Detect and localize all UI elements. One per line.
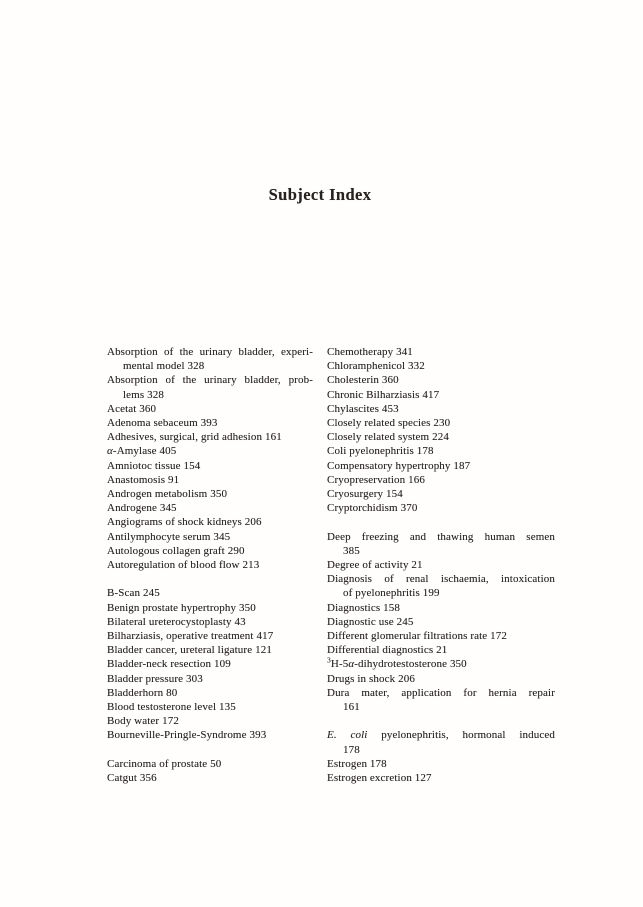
index-entry (107, 530, 313, 544)
index-entry-line: Androgen metabolism 350 (107, 488, 228, 501)
index-entry (327, 402, 555, 416)
index-entry-line: Benign prostate hypertrophy 350 (107, 601, 256, 614)
index-entry (327, 459, 555, 473)
index-entry-line: Diagnosis of renal ischaemia, intoxication (327, 573, 555, 586)
index-entry-line: Bladder pressure 303 (107, 672, 203, 685)
index-entry-line: Carcinoma of prostate 50 (107, 757, 222, 770)
index-entry (107, 757, 313, 771)
index-entry (107, 501, 313, 515)
index-entry (327, 416, 555, 430)
index-entry (327, 601, 555, 615)
index-entry-line: Cholesterin 360 (327, 374, 399, 387)
index-entry (327, 771, 555, 785)
index-entry (327, 757, 555, 771)
index-entry-line: Adhesives, surgical, grid adhesion 161 (107, 431, 282, 444)
index-entry-line: Estrogen 178 (327, 757, 387, 770)
index-entry-line: Bilharziasis, operative treatment 417 (107, 630, 274, 643)
index-entry (107, 771, 313, 785)
index-entry (107, 643, 313, 657)
index-entry (107, 728, 313, 742)
index-entry (327, 373, 555, 387)
index-entry-line: Dura mater, application for hernia repair (327, 686, 555, 699)
index-entry (107, 345, 313, 373)
index-entry-line: E. coli pyelonephritis, hormonal induced (327, 729, 555, 742)
index-entry-line: Diagnostics 158 (327, 601, 400, 614)
index-entry-line: 178 (343, 743, 360, 756)
index-entry (107, 459, 313, 473)
index-entry (107, 487, 313, 501)
index-entry-line: Androgene 345 (107, 502, 177, 515)
index-entry (107, 515, 313, 529)
index-entry (107, 657, 313, 671)
index-entry (327, 558, 555, 572)
index-entry-line: mental model 328 (123, 360, 205, 373)
index-entry-line: Absorption of the urinary bladder, prob- (107, 374, 313, 387)
index-entry (107, 558, 313, 572)
index-entry-line: Bladder-neck resection 109 (107, 658, 231, 671)
index-entry (327, 430, 555, 444)
index-entry (107, 629, 313, 643)
index-entry-line: Angiograms of shock kidneys 206 (107, 516, 262, 529)
index-entry-line: Catgut 356 (107, 772, 157, 785)
index-entry-line: Bilateral ureterocystoplasty 43 (107, 615, 246, 628)
index-entry (327, 444, 555, 458)
index-entry-line: Estrogen excretion 127 (327, 772, 432, 785)
index-entry-line: Bladderhorn 80 (107, 686, 178, 699)
index-entry-line: lems 328 (123, 388, 164, 401)
index-column-left (107, 345, 313, 785)
index-entry-line: Amniotoc tissue 154 (107, 459, 201, 472)
index-entry (327, 473, 555, 487)
index-entry-line: Compensatory hypertrophy 187 (327, 459, 471, 472)
index-letter-group (107, 345, 313, 572)
index-entry-line: Body water 172 (107, 715, 179, 728)
index-entry-line: Closely related system 224 (327, 431, 449, 444)
index-columns (107, 345, 555, 785)
index-entry (107, 615, 313, 629)
index-entry-line: Acetat 360 (107, 402, 157, 415)
index-entry (107, 672, 313, 686)
index-entry-line: Cryosurgery 154 (327, 488, 403, 501)
index-entry (327, 388, 555, 402)
index-entry (327, 615, 555, 629)
index-entry-line: Chylascites 453 (327, 402, 399, 415)
index-entry-line: Antilymphocyte serum 345 (107, 530, 231, 543)
index-entry-line: Deep freezing and thawing human semen (327, 530, 555, 543)
index-entry-line: Cryptorchidism 370 (327, 502, 418, 515)
index-entry (107, 416, 313, 430)
index-entry (327, 672, 555, 686)
index-entry (107, 686, 313, 700)
index-entry (107, 473, 313, 487)
index-entry (327, 686, 555, 714)
index-entry-line: $^3$H-5α-dihydrotestosterone 350 (327, 655, 467, 671)
index-letter-group (327, 345, 555, 515)
index-entry-line: Diagnostic use 245 (327, 615, 414, 628)
index-entry (107, 430, 313, 444)
index-entry (327, 530, 555, 558)
index-entry (107, 601, 313, 615)
index-entry-line: of pyelonephritis 199 (343, 587, 440, 600)
index-entry (107, 586, 313, 600)
index-entry (327, 501, 555, 515)
index-column-right (327, 345, 555, 785)
index-entry-line: Adenoma sebaceum 393 (107, 417, 218, 430)
index-entry-line: Absorption of the urinary bladder, experi- (107, 346, 313, 358)
index-letter-group (327, 728, 555, 785)
index-entry-line: 385 (343, 544, 360, 557)
index-letter-group (107, 586, 313, 742)
index-entry (327, 657, 555, 671)
index-entry-line: B-Scan 245 (107, 587, 160, 600)
index-entry-line: Coli pyelonephritis 178 (327, 445, 434, 458)
index-entry-line: Anastomosis 91 (107, 473, 180, 486)
index-entry (107, 714, 313, 728)
index-entry-line: Autoregulation of blood flow 213 (107, 559, 260, 572)
index-entry-line: Blood testosterone level 135 (107, 701, 236, 714)
index-entry-line: 161 (343, 701, 360, 714)
index-entry-line: Chemotherapy 341 (327, 346, 413, 358)
index-entry (327, 359, 555, 373)
index-entry-line: Bourneville-Pringle-Syndrome 393 (107, 729, 267, 742)
index-entry-line: Chronic Bilharziasis 417 (327, 388, 440, 401)
index-entry-line: α-Amylase 405 (107, 445, 177, 458)
index-letter-group (327, 530, 555, 715)
index-entry-line: Bladder cancer, ureteral ligature 121 (107, 644, 272, 657)
index-entry (107, 444, 313, 458)
index-entry-line: Different glomerular filtrations rate 172 (327, 630, 508, 643)
index-entry-line: Degree of activity 21 (327, 559, 423, 572)
index-entry (107, 402, 313, 416)
index-letter-group (107, 757, 313, 785)
index-entry (327, 572, 555, 600)
index-entry (327, 643, 555, 657)
index-entry-line: Autologous collagen graft 290 (107, 544, 245, 557)
index-entry-line: Drugs in shock 206 (327, 672, 416, 685)
index-entry (327, 728, 555, 756)
index-entry (107, 373, 313, 401)
index-entry (327, 629, 555, 643)
index-entry (107, 700, 313, 714)
index-entry-line: Differential diagnostics 21 (327, 644, 448, 657)
index-entry-line: Closely related species 230 (327, 417, 451, 430)
index-entry-line: Chloramphenicol 332 (327, 360, 425, 373)
index-entry (327, 487, 555, 501)
index-entry (327, 345, 555, 359)
page-title: Subject Index (268, 185, 372, 204)
index-entry-line: Cryopreservation 166 (327, 473, 426, 486)
index-entry (107, 544, 313, 558)
